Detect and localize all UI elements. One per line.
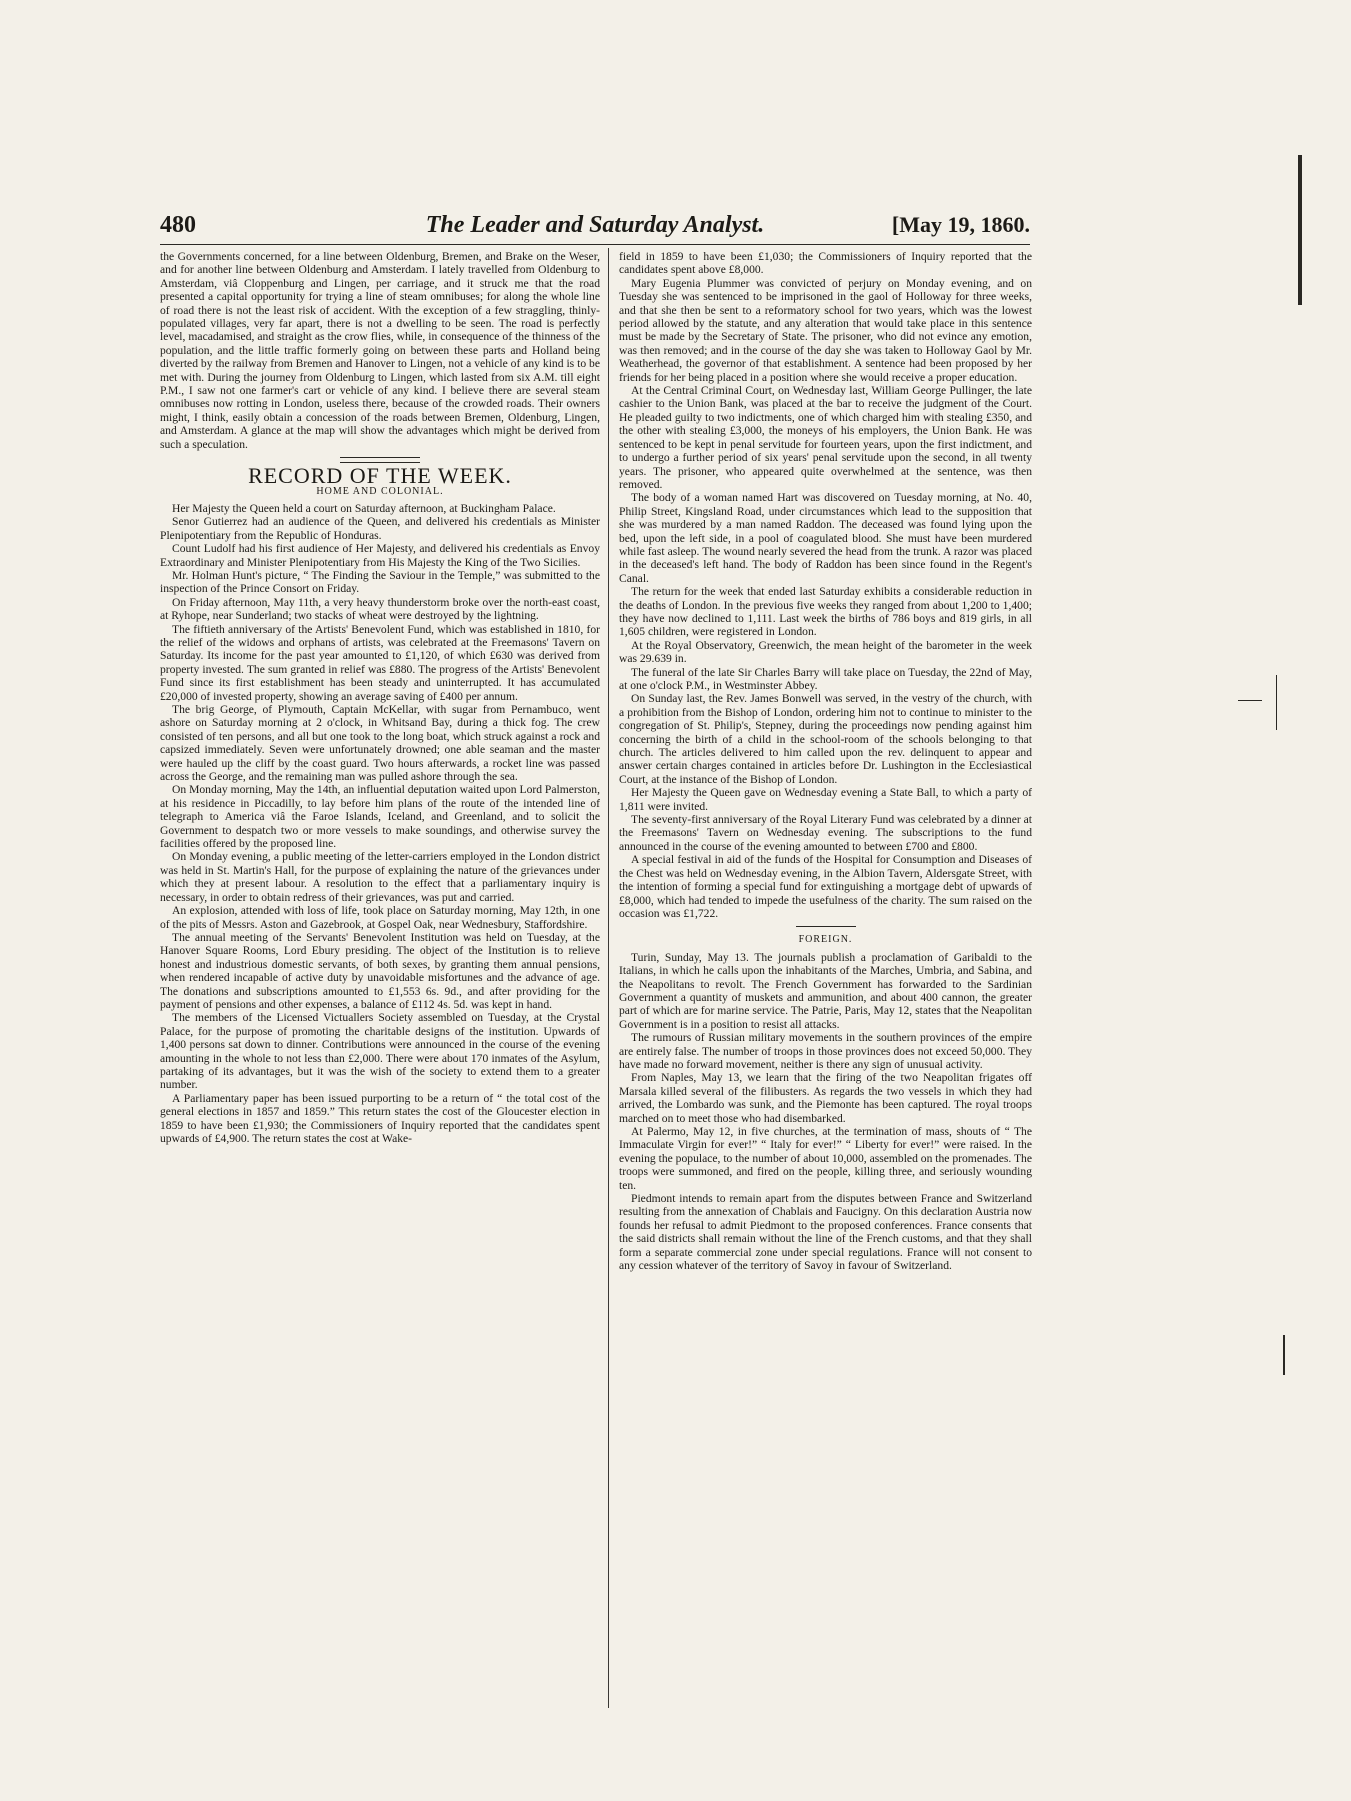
scan-artifact <box>1276 675 1277 730</box>
column-divider <box>608 248 609 1708</box>
article-paragraph: On Sunday last, the Rev. James Bonwell was served, in the vestry of the church, with a prohibition from the Bishop of London, ordering him not to continue to minister to the congregation of St. Philip's, Stepney, during the proceedings now pending against him concerning the birth of a child in the school-room of the schools belonging to that church. The articles delivered to him called upon the rev. delinquent to appear and answer certain charges contained in articles before Dr. Lushington in the Ecclesiastical Court, at the instance of the Bishop of London. <box>619 692 1032 786</box>
article-paragraph: The members of the Licensed Victuallers Society assembled on Tuesday, at the Crystal Palace, for the purpose of promoting the charitable designs of the institution. Upwards of 1,400 persons sat down to dinner. Contributions were announced in the course of the evening amounting in the whole to not less than £2,000. There were about 170 inmates of the Asylum, partaking of its advantages, but it was the wish of the society to extend them to a greater number. <box>160 1011 600 1092</box>
article-paragraph: At the Central Criminal Court, on Wednesday last, William George Pullinger, the late cashier to the Union Bank, was placed at the bar to receive the judgment of the Court. He pleaded guilty to two indictments, one of which charged him with stealing £350, and the other with stealing £3,000, the moneys of his employers, the Union Bank. He was sentenced to be kept in penal servitude for fourteen years, upon the first indictment, and to undergo a further period of six years' penal servitude upon the second, in all twenty years. The prisoner, who appeared quite overwhelmed at the sentence, was then removed. <box>619 384 1032 491</box>
article-paragraph: On Monday evening, a public meeting of the letter-carriers employed in the London district was held in St. Martin's Hall, for the purpose of explaining the nature of the grievances under which they at present labour. A resolution to the effect that a parliamentary inquiry is necessary, in order to obtain redress of their grievances, was put and carried. <box>160 850 600 904</box>
article-paragraph: On Monday morning, May the 14th, an influential deputation waited upon Lord Palmerston, at his residence in Piccadilly, to lay before him plans of the route of the intended line of telegraph to America viâ the Faroe Islands, Iceland, and Greenland, and to solicit the Government to despatch two or more vessels to make soundings, and otherwise survey the facilities offered by the proposed line. <box>160 783 600 851</box>
scan-artifact <box>1283 1335 1285 1375</box>
article-paragraph: The seventy-first anniversary of the Royal Literary Fund was celebrated by a dinner at the Freemasons' Tavern on Wednesday evening. The subscriptions to the fund announced in the course of the evening amounted to between £700 and £800. <box>619 813 1032 853</box>
article-paragraph: Count Ludolf had his first audience of Her Majesty, and delivered his credentials as Envoy Extraordinary and Minister Plenipotentiary from His Majesty the King of the Two Sicilies. <box>160 542 600 569</box>
running-title: The Leader and Saturday Analyst. <box>425 212 765 238</box>
article-paragraph: The funeral of the late Sir Charles Barry will take place on Tuesday, the 22nd of May, at one o'clock P.M., in Westminster Abbey. <box>619 665 1032 692</box>
article-paragraph: Her Majesty the Queen gave on Wednesday evening a State Ball, to which a party of 1,811 were invited. <box>619 786 1032 813</box>
article-paragraph: On Friday afternoon, May 11th, a very heavy thunderstorm broke over the north-east coast, at Ryhope, near Sunderland; two stacks of wheat were destroyed by the lightning. <box>160 595 600 623</box>
right-column <box>619 250 1032 1705</box>
section-subtitle: HOME AND COLONIAL. <box>316 485 444 497</box>
foreign-paragraph: At Palermo, May 12, in five churches, at the termination of mass, shouts of “ The Immaculate Virgin for ever!” “ Italy for ever!” “ Liberty for ever!” were raised. In the evening the populace, to the number of about 10,000, assembled on the promenades. The troops were summoned, and fired on the people, killing three, and seriously wounding ten. <box>619 1125 1032 1192</box>
foreign-rule <box>796 926 856 927</box>
scan-artifact <box>1238 700 1262 701</box>
article-paragraph: The fiftieth anniversary of the Artists' Benevolent Fund, which was established in 1810, for the relief of the widows and orphans of artists, was celebrated at the Freemasons' Tavern on Saturday. Its income for the past year amounted to £1,120, of which £630 was derived from property invested. The sum granted in relief was £880. The progress of the Artists' Benevolent Fund since its first establishment has been steady and uninterrupted. It has accumulated £20,000 of invested property, showing an average saving of £400 per annum. <box>160 622 600 703</box>
article-paragraph: Her Majesty the Queen held a court on Saturday afternoon, at Buckingham Palace. <box>172 501 556 515</box>
article-paragraph: Mary Eugenia Plummer was convicted of perjury on Monday evening, and on Tuesday she was sentenced to be imprisoned in the gaol of Holloway for three weeks, and that she then be sent to a reformatory school for two years, which was the lowest period allowed by the statute, and any alteration that would take place in this sentence must be made by the Secretary of State. The prisoner, who did not evince any emotion, was then removed; and in the course of the day she was taken to Holloway Gaol by Mr. Weatherhead, the governor of that establishment. A sentence had been proposed by her friends for her being placed in a position where she would receive a proper education. <box>619 276 1032 384</box>
intro-paragraph: the Governments concerned, for a line between Oldenburg, Bremen, and Brake on the Weser, and for another line between Oldenburg and Amsterdam. I lately travelled from Oldenburg to Amsterdam, viâ Cloppenburg and Lingen, per carriage, and it struck me that the road presented a capital opportunity for trying a line of steam omnibuses; for along the whole line of road there is not the least risk of accident. With the exception of a few straggling, thinly-populated villages, very far apart, there is not a dwelling to be seen. The road is perfectly level, macadamised, and straight as the crow flies, while, in consequence of the thinness of the population, and the little traffic formerly going on between these parts and Holland being diverted by the railway from Bremen and Hanover to Lingen, not a vehicle of any kind is to be met with. During the journey from Oldenburg to Lingen, which lasted from six A.M. till eight P.M., I saw not one farmer's cart or vehicle of any kind. I believe there are several steam omnibuses now rotting in London, useless there, because of the crowded roads. Their owners might, I think, easily obtain a concession of the roads between Bremen, Oldenburg, Lingen, and Amsterdam. A glance at the map will show the advantages which might be derived from such a speculation. <box>160 250 600 451</box>
article-paragraph: The brig George, of Plymouth, Captain McKellar, with sugar from Pernambuco, went ashore on Saturday morning at 2 o'clock, in Whitsand Bay, during a thick fog. The crew consisted of ten persons, and all but one took to the long boat, which struck against a rock and capsized immediately. Seven were unfortunately drowned; one able seaman and the master were hauled up the cliff by the coast guard. Two hours afterwards, a rocket line was passed across the George, and the remaining man was pulled ashore through the sea. <box>160 703 600 784</box>
article-paragraph: Senor Gutierrez had an audience of the Queen, and delivered his credentials as Minister Plenipotentiary from the Republic of Honduras. <box>160 515 600 542</box>
section-title: RECORD OF THE WEEK. <box>248 463 512 489</box>
page-number: 480 <box>160 212 196 238</box>
scan-artifact <box>1298 155 1302 305</box>
foreign-title: FOREIGN. <box>798 934 853 946</box>
issue-date: [May 19, 1860. <box>891 212 1030 237</box>
foreign-paragraph: Turin, Sunday, May 13. The journals publish a proclamation of Garibaldi to the Italians, in which he calls upon the inhabitants of the Marches, Umbria, and Sabina, and the Neapolitans to revolt. The French Government has forwarded to the Sardinian Government a quantity of muskets and ammunition, and about 400 cannon, the greater part of which are for marine service. The Patrie, Paris, May 12, states that the Neapolitan Government is in a position to resist all attacks. <box>619 950 1032 1031</box>
article-paragraph: A Parliamentary paper has been issued purporting to be a return of “ the total cost of the general elections in 1857 and 1859.” This return states the cost of the Gloucester election in 1859 to have been £1,930; the Commissioners of Inquiry reported that the candidates spent upwards of £4,900. The return states the cost at Wake- <box>160 1091 600 1145</box>
article-paragraph: The body of a woman named Hart was discovered on Tuesday morning, at No. 40, Philip Street, Kingsland Road, under circumstances which lead to the supposition that she was murdered by a man named Raddon. The deceased was found lying upon the bed, upon the left side, in a pool of coagulated blood. She must have been murdered while fast asleep. The wound nearly severed the head from the trunk. A razor was placed in the deceased's left hand. The body of Raddon has been since found in the Regent's Canal. <box>619 491 1032 585</box>
article-paragraph: A special festival in aid of the funds of the Hospital for Consumption and Diseases of the Chest was held on Wednesday evening, in the Albion Tavern, Aldersgate Street, with the intention of forming a special fund for extinguishing a mortgage debt of upwards of £8,000, which had tended to impede the usefulness of the charity. The sum raised on the occasion was £1,722. <box>619 853 1032 920</box>
article-paragraph: At the Royal Observatory, Greenwich, the mean height of the barometer in the week was 29.639 in. <box>619 638 1032 666</box>
article-paragraph: An explosion, attended with loss of life, took place on Saturday morning, May 12th, in one of the pits of Messrs. Aston and Gazebrook, at Gospel Oak, near Wednesbury, Staffordshire. <box>160 904 600 931</box>
article-paragraph: Mr. Holman Hunt's picture, “ The Finding the Saviour in the Temple,” was submitted to the inspection of the Prince Consort on Friday. <box>160 568 600 596</box>
foreign-paragraph: Piedmont intends to remain apart from the disputes between France and Switzerland resulting from the annexation of Chablais and Faucigny. On this declaration Austria now founds her refusal to admit Piedmont to the proposed conferences. France consents that the said districts shall remain without the line of the French customs, and that they shall form a separate commercial zone under special regulations. France will not consent to any cession whatever of the territory of Savoy in favour of Switzerland. <box>619 1192 1032 1273</box>
article-paragraph: The return for the week that ended last Saturday exhibits a considerable reduction in the deaths of London. In the previous five weeks they ranged from about 1,200 to 1,400; they have now declined to 1,111. Last week the births of 786 boys and 819 girls, in all 1,605 children, were registered in London. <box>619 585 1032 639</box>
foreign-paragraph: From Naples, May 13, we learn that the firing of the two Neapolitan frigates off Marsala killed several of the filibusters. As regards the two vessels in which they had arrived, the Lombardo was sunk, and the Piemonte has been captured. The royal troops marched on to meet those who had disembarked. <box>619 1071 1032 1125</box>
page-header <box>160 212 1030 245</box>
article-paragraph: The annual meeting of the Servants' Benevolent Institution was held on Tuesday, at the Hanover Square Rooms, Lord Ebury presiding. The object of the Institution is to relieve honest and industrious domestic servants, of both sexes, by granting them annual pensions, when rendered incapable of active duty by unavoidable misfortunes and the advance of age. The donations and subscriptions amounted to £1,553 6s. 9d., and after providing for the payment of pensions and other expenses, a balance of £112 4s. 5d. was kept in hand. <box>160 930 600 1011</box>
left-column <box>160 250 600 1705</box>
foreign-paragraph: The rumours of Russian military movements in the southern provinces of the empire are entirely false. The number of troops in those provinces does not exceed 50,000. They have made no forward movement, neither is there any sign of unusual activity. <box>619 1031 1032 1071</box>
article-paragraph: field in 1859 to have been £1,030; the Commissioners of Inquiry reported that the candidates spent above £8,000. <box>619 250 1032 277</box>
